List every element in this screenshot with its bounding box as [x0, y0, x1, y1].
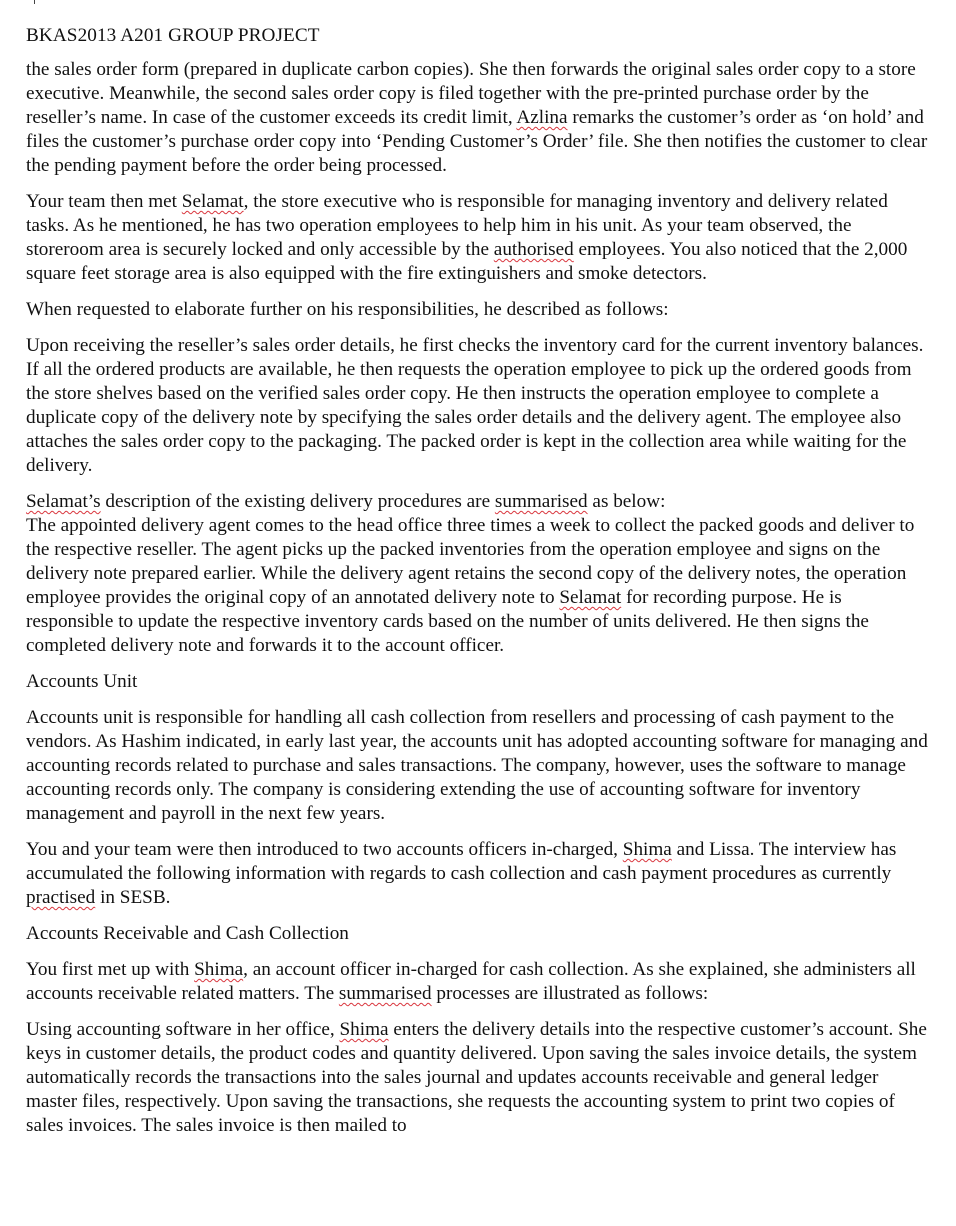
paragraph-cash-collection: You first met up with Shima, an account officer in-charged for cash collection. As she explained, she administers all accounts receivable related matters. The summarised processes are illustrated as follows:: [26, 959, 916, 1004]
spellcheck-word: summarised: [338, 983, 432, 1004]
paragraph-accounts-officers: You and your team were then introduced to two accounts officers in-charged, Shima and Lissa. The interview has accumulated the following information with regards to cash collection and cash payment procedures as currently practised in SESB.: [26, 839, 897, 908]
spellcheck-word: Selamat: [559, 587, 622, 608]
spellcheck-word: Shima: [339, 1019, 389, 1040]
paragraph-inventory-procedure: Upon receiving the reseller’s sales order details, he first checks the inventory card for the current inventory balances. If all the ordered products are available, he then requests the operation employee to pick up the ordered goods from the store shelves based on the verified sales order copy. He then instructs the operation employee to complete a duplicate copy of the delivery note by specifying the sales order details and the delivery agent. The employee also attaches the sales order copy to the packaging. The packed order is kept in the collection area while waiting for the delivery.: [26, 335, 924, 476]
spellcheck-word: Selamat: [181, 191, 244, 212]
document-header: BKAS2013 A201 GROUP PROJECT: [26, 25, 320, 46]
spellcheck-word: Shima: [622, 839, 672, 860]
spellcheck-word: Azlina: [516, 107, 568, 128]
paragraph-accounts-unit: Accounts unit is responsible for handling all cash collection from resellers and processing of cash payment to the vendors. As Hashim indicated, in early last year, the accounts unit has adopted accounting software for managing and accounting records related to purchase and sales transactions. The company, however, uses the software to manage accounting records only. The company is considering extending the use of accounting software for inventory management and payroll in the next few years.: [26, 707, 928, 824]
spellcheck-word: authorised: [493, 239, 574, 260]
paragraph-delivery-procedure: The appointed delivery agent comes to the head office three times a week to collect the packed goods and deliver to the respective reseller. The agent picks up the packed inventories from the operation employee and signs on the delivery note prepared earlier. While the delivery agent retains the second copy of the delivery notes, the operation employee provides the original copy of an annotated delivery note to Selamat for recording purpose. He is responsible to update the respective inventory cards based on the number of units delivered. He then signs the completed delivery note and forwards it to the account officer.: [26, 515, 915, 656]
document-page: [26, 0, 930, 1138]
paragraph-delivery-intro: Selamat’s description of the existing delivery procedures are summarised as below:: [26, 491, 666, 512]
paragraph-sales-order: the sales order form (prepared in duplicate carbon copies). She then forwards the original sales order copy to a store executive. Meanwhile, the second sales order copy is filed together with the pre-printed purchase order by the reseller’s name. In case of the customer exceeds its credit limit, Azlina remarks the customer’s order as ‘on hold’ and files the customer’s purchase order copy into ‘Pending Customer’s Order’ file. She then notifies the customer to clear the pending payment before the order being processed.: [26, 59, 928, 176]
spellcheck-word: Shima: [194, 959, 244, 980]
paragraph-invoice-procedure: Using accounting software in her office, Shima enters the delivery details into the respective customer’s account. She keys in customer details, the product codes and quantity delivered. Upon saving the sales invoice details, the system automatically records the transactions into the sales journal and updates accounts receivable and general ledger master files, respectively. Upon saving the transactions, she requests the accounting system to print two copies of sales invoices. The sales invoice is then mailed to: [26, 1019, 927, 1136]
spellcheck-word: summarised: [494, 491, 588, 512]
spellcheck-word: Selamat’s: [26, 491, 101, 512]
paragraph-responsibilities-intro: When requested to elaborate further on his responsibilities, he described as follows:: [26, 299, 669, 320]
section-heading-accounts-unit: Accounts Unit: [26, 671, 138, 692]
spellcheck-word: practised: [26, 887, 96, 908]
section-heading-accounts-receivable: Accounts Receivable and Cash Collection: [26, 923, 349, 944]
paragraph-store-executive: Your team then met Selamat, the store executive who is responsible for managing inventory and delivery related tasks. As he mentioned, he has two operation employees to help him in his unit. As your team observed, the storeroom area is securely locked and only accessible by the authorised employees. You also noticed that the 2,000 square feet storage area is also equipped with the fire extinguishers and smoke detectors.: [26, 191, 908, 284]
